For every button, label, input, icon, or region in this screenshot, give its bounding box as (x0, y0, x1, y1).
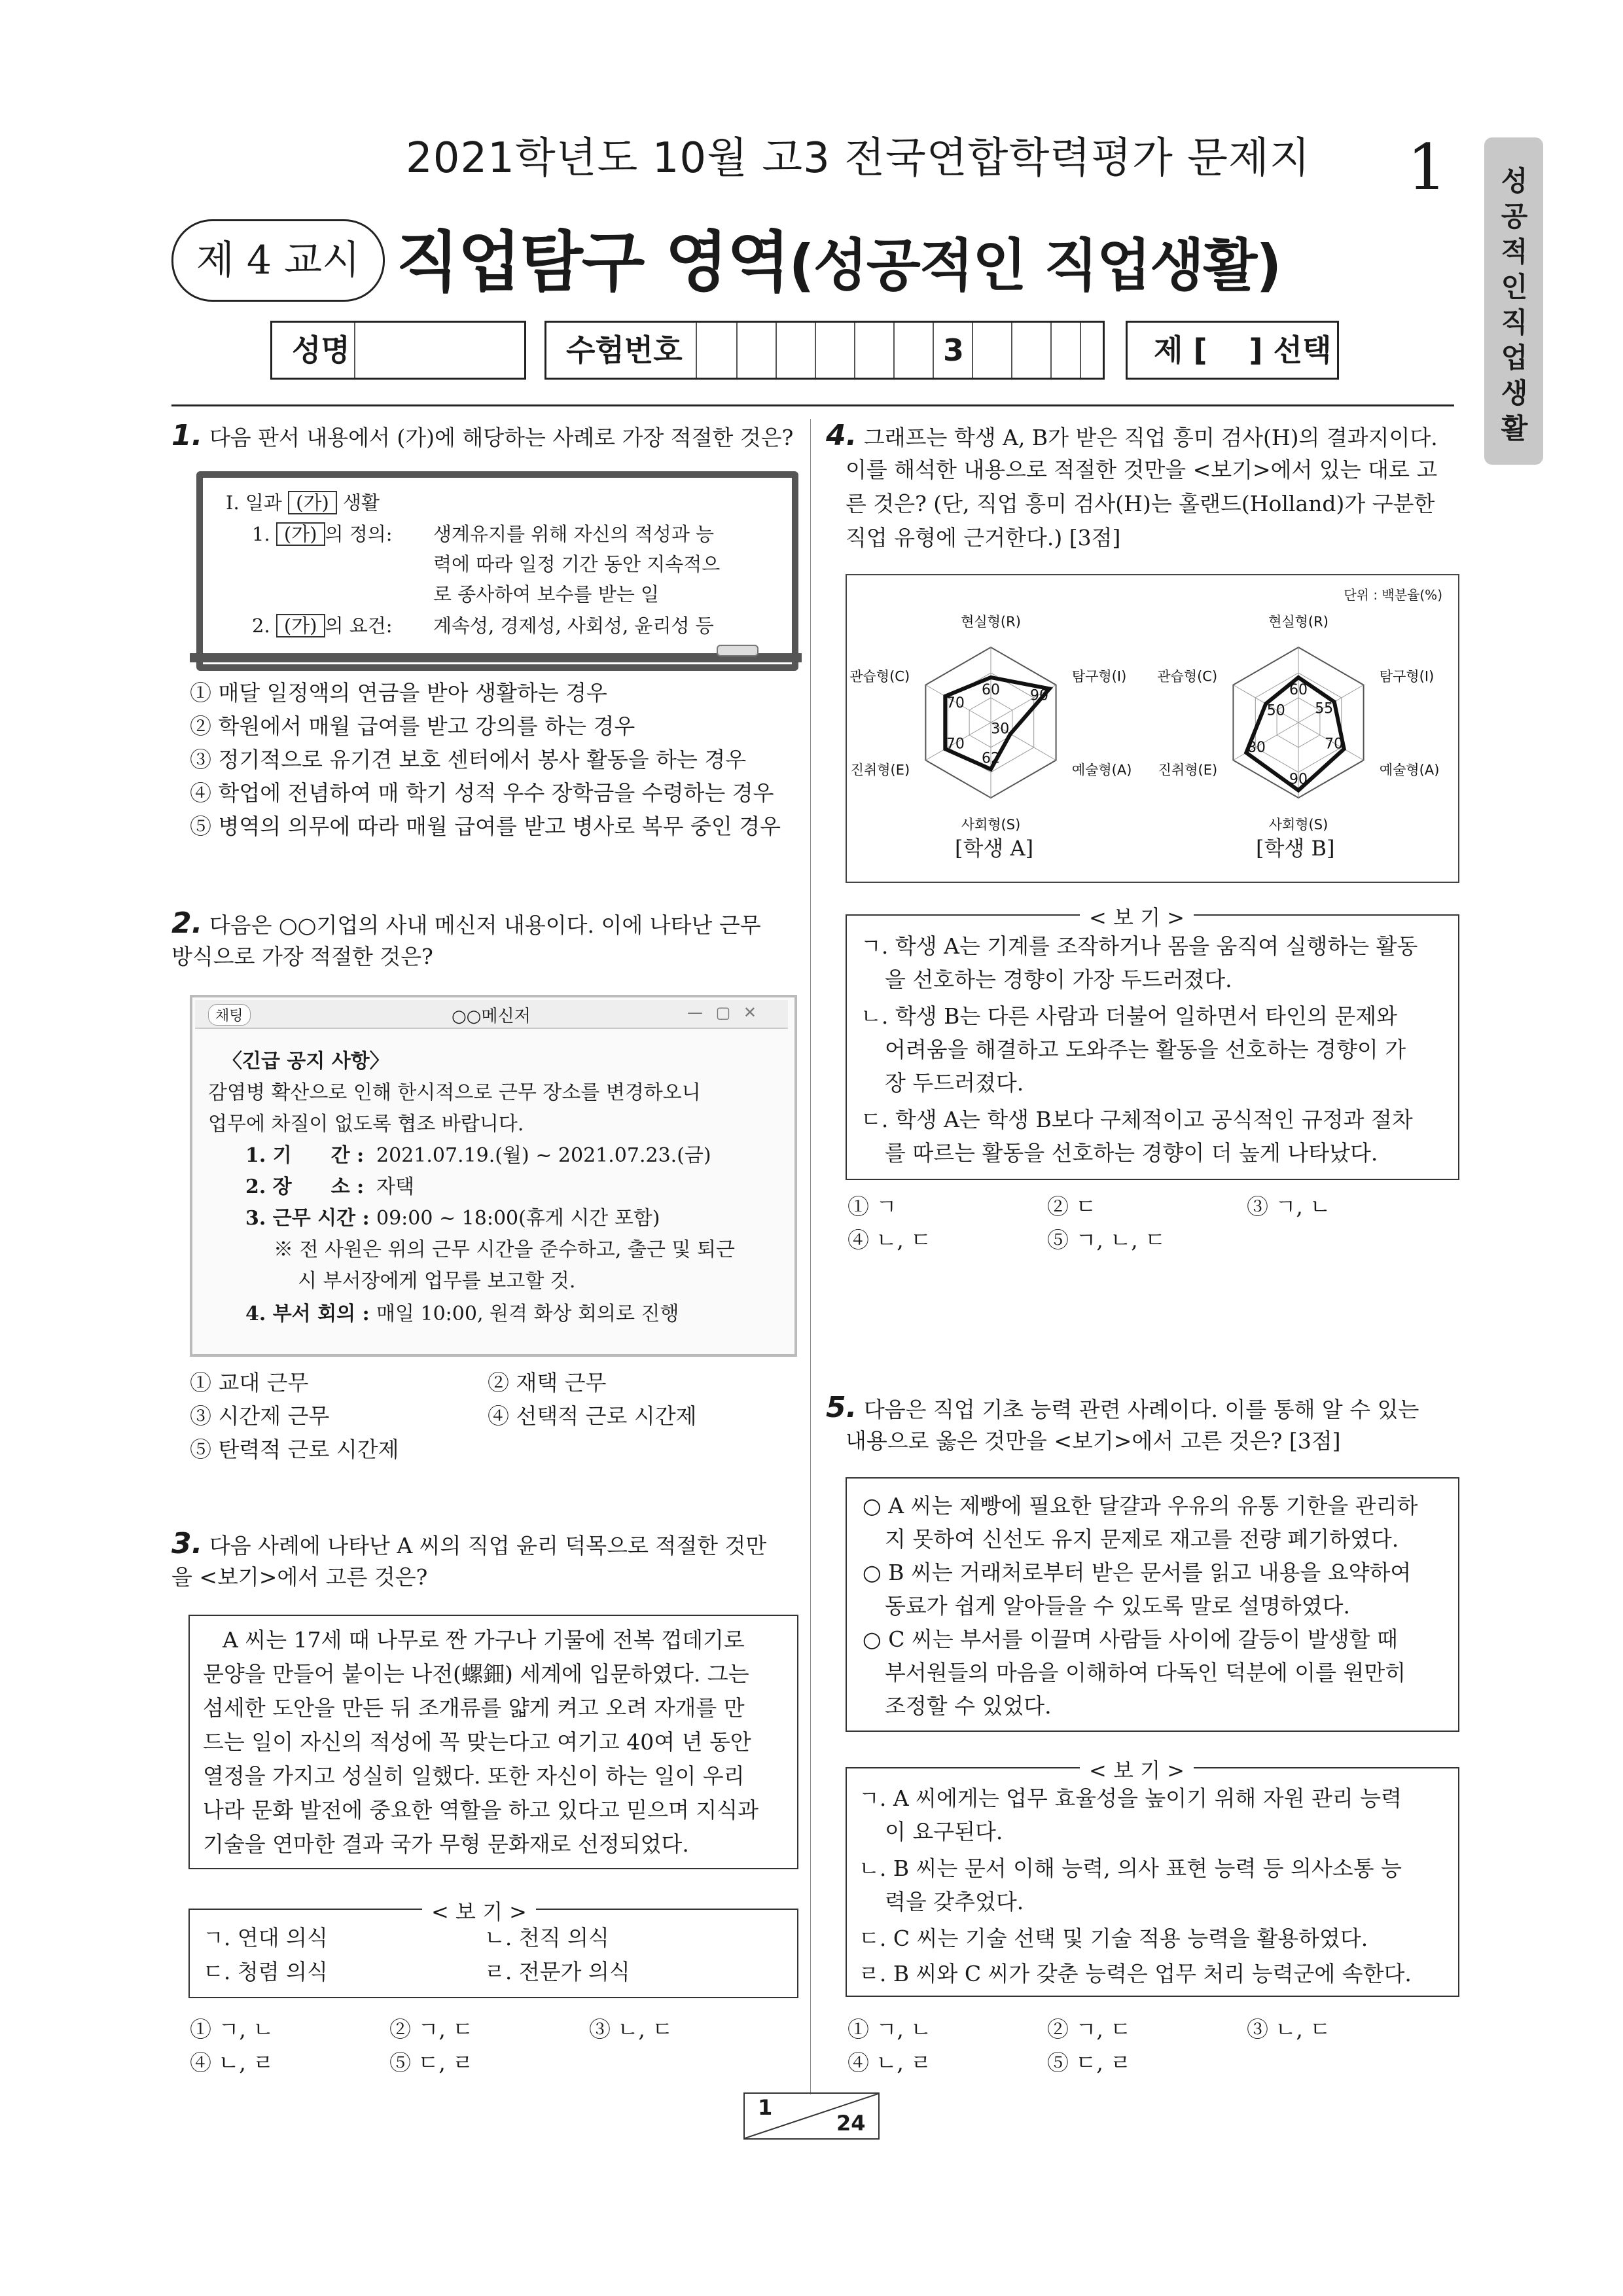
side-tab-label: 성공적인 직업생활 (1501, 165, 1528, 444)
q5-option[interactable]: ② ㄱ, ㄷ (1047, 2017, 1132, 2042)
q1-option[interactable]: ④ 학업에 전념하여 매 학기 성적 우수 장학금을 수령하는 경우 (190, 780, 774, 806)
bogi-item: ㄷ. C 씨는 기술 선택 및 기술 적용 능력을 활용하였다. (859, 1926, 1368, 1951)
q1-option[interactable]: ③ 정기적으로 유기견 보호 센터에서 봉사 활동을 하는 경우 (190, 747, 747, 772)
q2-option[interactable]: ③ 시간제 근무 (190, 1403, 330, 1429)
period-label: 제 4 교시 (171, 219, 385, 302)
question-5-stem-2: 내용으로 옳은 것만을 <보기>에서 고른 것은? [3점] (846, 1428, 1341, 1454)
exam-number-box (544, 321, 1105, 380)
question-2-stem-2: 방식으로 가장 적절한 것은? (171, 944, 433, 969)
radar-category-label: 예술형(A) (1071, 762, 1132, 778)
question-3-stem-2: 을 <보기>에서 고른 것은? (171, 1564, 428, 1590)
messenger-title: ○○메신저 (452, 1007, 531, 1026)
question-4-stem-line: 이를 해석한 내용으로 적절한 것만을 <보기>에서 있는 대로 고 (846, 457, 1438, 482)
radar-value-label: 60 (982, 682, 1000, 698)
question-5-number: 5. (826, 1391, 857, 1424)
radar-chart-box (846, 574, 1459, 883)
radar-charts (847, 575, 1458, 882)
q4-option[interactable]: ⑤ ㄱ, ㄴ, ㄷ (1047, 1227, 1166, 1253)
radar-value-label: 90 (1030, 687, 1049, 704)
q5-option[interactable]: ④ ㄴ, ㄹ (847, 2050, 932, 2075)
unit-label: 단위 : 백분율(%) (1344, 587, 1442, 603)
case-line: 조정할 수 있었다. (885, 1693, 1052, 1719)
bogi-item: ㄹ. 전문가 의식 (484, 1959, 630, 1984)
radar-value-label: 70 (946, 694, 965, 711)
question-4-stem: 4. 그래프는 학생 A, B가 받은 직업 흥미 검사(H)의 결과지이다. (826, 419, 1438, 452)
radar-value-label: 50 (1266, 702, 1285, 719)
header-rule (171, 404, 1454, 406)
notice-item-text: 매일 10:00, 원격 화상 회의로 진행 (376, 1302, 679, 1325)
selection-label: 제 [ ] 선택 (1154, 332, 1332, 368)
q3-option[interactable]: ⑤ ㄷ, ㄹ (389, 2050, 474, 2075)
radar-value-label: 60 (1289, 682, 1308, 698)
case-line: 지 못하여 신선도 유지 문제로 재고를 전량 폐기하였다. (885, 1526, 1399, 1552)
chart-a-title: [학생 A] (955, 836, 1034, 861)
question-4-stem-line: 른 것은? (단, 직업 흥미 검사(H)는 홀랜드(Holland)가 구분한 (846, 491, 1435, 516)
window-controls-icon[interactable]: — ▢ ✕ (687, 1003, 761, 1022)
current-page: 1 (758, 2095, 773, 2120)
bogi-item: ㄷ. 청렴 의식 (203, 1959, 328, 1984)
notice-note: 시 부서장에게 업무를 보고할 것. (298, 1270, 576, 1293)
q1-option[interactable]: ② 학원에서 매월 급여를 받고 강의를 하는 경우 (190, 713, 635, 739)
name-box (270, 321, 526, 380)
q2-option[interactable]: ④ 선택적 근로 시간제 (488, 1403, 697, 1429)
radar-value-label: 70 (946, 736, 965, 753)
bogi-item: 를 따르는 활동을 선호하는 경향이 더 높게 나타났다. (885, 1140, 1378, 1166)
radar-category-label: 현실형(R) (961, 614, 1021, 630)
case-line: 부서원들의 마음을 이해하여 다독인 덕분에 이를 원만히 (885, 1660, 1406, 1685)
case-line: ○ B 씨는 거래처로부터 받은 문서를 읽고 내용을 요약하여 (863, 1560, 1412, 1585)
board-item-2-text: 계속성, 경제성, 사회성, 윤리성 등 (433, 615, 714, 637)
radar-value-label: 80 (1247, 740, 1266, 756)
exam-title: 2021학년도 10월 고3 전국연합학력평가 문제지 (406, 134, 1311, 183)
board-item-1: 1. (가) 의 정의: (252, 523, 393, 545)
notice-item-label: 2. 장 소 : (245, 1175, 365, 1198)
radar-value-label: 90 (1289, 771, 1308, 788)
subject-sub: (성공적인 직업생활) (789, 233, 1281, 298)
notice-item-text: 2021.07.19.(월) ~ 2021.07.23.(금) (376, 1144, 711, 1167)
question-3-number: 3. (171, 1527, 203, 1560)
bogi-title: < 보 기 > (1080, 901, 1194, 931)
bogi-item: ㄹ. B 씨와 C 씨가 갖춘 능력은 업무 처리 능력군에 속한다. (859, 1961, 1412, 1986)
bogi-item: 력을 갖추었다. (885, 1889, 1024, 1914)
bogi-item: ㄷ. 학생 A는 학생 B보다 구체적이고 공식적인 규정과 절차 (861, 1107, 1413, 1132)
bogi-item: 을 선호하는 경향이 가장 두드러졌다. (885, 967, 1232, 992)
board-item-1-text: 로 종사하여 보수를 받는 일 (433, 583, 660, 605)
bogi-item: ㄴ. 천직 의식 (484, 1925, 609, 1950)
q2-option[interactable]: ⑤ 탄력적 근로 시간제 (190, 1437, 399, 1462)
chart-b-title: [학생 B] (1256, 836, 1335, 861)
q4-option[interactable]: ③ ㄱ, ㄴ (1247, 1194, 1331, 1219)
q3-option[interactable]: ② ㄱ, ㄷ (389, 2017, 474, 2042)
bogi-item: ㄴ. B 씨는 문서 이해 능력, 의사 표현 능력 등 의사소통 능 (859, 1856, 1402, 1881)
q1-option[interactable]: ⑤ 병역의 의무에 따라 매월 급여를 받고 병사로 복무 중인 경우 (190, 814, 781, 839)
notice-note: ※ 전 사원은 위의 근무 시간을 준수하고, 출근 및 퇴근 (274, 1238, 735, 1261)
passage-line: 문양을 만들어 붙이는 나전(螺鈿) 세계에 입문하였다. 그는 (203, 1661, 749, 1687)
passage-line: 열정을 가지고 성실히 일했다. 또한 자신이 하는 일이 우리 (203, 1763, 745, 1789)
q1-option[interactable]: ① 매달 일정액의 연금을 받아 생활하는 경우 (190, 680, 607, 706)
notice-body: 업무에 차질이 없도록 협조 바랍니다. (208, 1113, 524, 1136)
passage-line: 나라 문화 발전에 중요한 역할을 하고 있다고 믿으며 지식과 (203, 1797, 758, 1823)
blank-ga: (가) (288, 491, 337, 514)
question-4-stem-line: 직업 유형에 근거한다.) [3점] (846, 525, 1121, 550)
q5-option[interactable]: ⑤ ㄷ, ㄹ (1047, 2050, 1132, 2075)
question-1-number: 1. (171, 419, 203, 452)
radar-value-label: 55 (1315, 700, 1334, 717)
q5-option[interactable]: ① ㄱ, ㄴ (847, 2017, 932, 2042)
exam-number-label: 수험번호 (566, 332, 683, 368)
passage-line: A 씨는 17세 때 나무로 짠 가구나 기물에 전복 껍데기로 (223, 1627, 745, 1653)
radar-category-label: 관습형(C) (849, 668, 910, 685)
radar-category-label: 탐구형(I) (1379, 668, 1435, 685)
radar-value-label: 30 (991, 721, 1010, 738)
blank-ga: (가) (276, 614, 325, 637)
radar-category-label: 관습형(C) (1157, 668, 1218, 685)
question-3-stem: 3. 다음 사례에 나타난 A 씨의 직업 윤리 덕목으로 적절한 것만 (171, 1527, 767, 1560)
radar-category-label: 사회형(S) (961, 817, 1021, 833)
q2-option[interactable]: ① 교대 근무 (190, 1370, 309, 1395)
notice-body: 감염병 확산으로 인해 한시적으로 근무 장소를 변경하오니 (208, 1081, 701, 1104)
exam-number-digit: 3 (942, 332, 964, 368)
question-5-stem: 5. 다음은 직업 기초 능력 관련 사례이다. 이를 통해 알 수 있는 (826, 1391, 1419, 1424)
chalk-icon (717, 645, 758, 656)
radar-value-label: 70 (1325, 736, 1344, 753)
page-number: 1 (1407, 131, 1448, 204)
bogi-title: < 보 기 > (422, 1895, 536, 1926)
q4-option[interactable]: ① ㄱ (847, 1194, 897, 1219)
subject-title (396, 209, 1281, 304)
bogi-item: ㄴ. 학생 B는 다른 사람과 더불어 일하면서 타인의 문제와 (861, 1003, 1397, 1029)
case-line: ○ A 씨는 제빵에 필요한 달걀과 우유의 유통 기한을 관리하 (863, 1493, 1418, 1518)
q3-option[interactable]: ④ ㄴ, ㄹ (190, 2050, 274, 2075)
q4-option[interactable]: ② ㄷ (1047, 1194, 1097, 1219)
notice-item-label: 4. 부서 회의 : (245, 1302, 370, 1325)
radar-category-label: 사회형(S) (1268, 817, 1329, 833)
passage-line: 기술을 연마한 결과 국가 무형 문화재로 선정되었다. (203, 1831, 689, 1857)
bogi-item: ㄱ. 학생 A는 기계를 조작하거나 몸을 움직여 실행하는 활동 (861, 933, 1418, 959)
selection-box (1126, 321, 1339, 380)
radar-category-label: 현실형(R) (1268, 614, 1329, 630)
bogi-item: 어려움을 해결하고 도와주는 활동을 선호하는 경향이 가 (885, 1037, 1406, 1062)
board-item-1-text: 력에 따라 일정 기간 동안 지속적으 (433, 553, 721, 575)
question-2-number: 2. (171, 906, 203, 940)
q4-option[interactable]: ④ ㄴ, ㄷ (847, 1227, 932, 1253)
notice-item-label: 1. 기 간 : (245, 1144, 365, 1167)
q3-option[interactable]: ③ ㄴ, ㄷ (589, 2017, 673, 2042)
total-pages: 24 (836, 2111, 866, 2136)
radar-value-label: 62 (982, 750, 1000, 767)
bogi-item: 이 요구된다. (885, 1819, 1003, 1844)
passage-line: 섬세한 도안을 만든 뒤 조개류를 얇게 켜고 오려 자개를 만 (203, 1695, 745, 1721)
question-2-stem: 2. 다음은 ○○기업의 사내 메신저 내용이다. 이에 나타난 근무 (171, 906, 761, 940)
radar-category-label: 진취형(E) (850, 762, 910, 778)
bogi-item: ㄱ. 연대 의식 (203, 1925, 328, 1950)
notice-item-text: 자택 (376, 1175, 414, 1198)
radar-category-label: 진취형(E) (1158, 762, 1218, 778)
question-1-stem: 1. 다음 판서 내용에서 (가)에 해당하는 사례로 가장 적절한 것은? (171, 419, 794, 452)
subject-main: 직업탐구 영역 (396, 224, 789, 300)
name-label: 성명 (292, 332, 350, 368)
chat-tab[interactable]: 채팅 (208, 1004, 251, 1026)
chalkboard-tray (190, 653, 802, 662)
notice-item-label: 3. 근무 시간 : (245, 1207, 370, 1230)
q2-option[interactable]: ② 재택 근무 (488, 1370, 607, 1395)
notice-item-text: 09:00 ~ 18:00(휴게 시간 포함) (376, 1207, 660, 1230)
q5-option[interactable]: ③ ㄴ, ㄷ (1247, 2017, 1331, 2042)
bogi-title: < 보 기 > (1080, 1754, 1194, 1784)
board-item-2: 2. (가) 의 요건: (252, 615, 393, 637)
q3-option[interactable]: ① ㄱ, ㄴ (190, 2017, 274, 2042)
case-line: 동료가 쉽게 알아들을 수 있도록 말로 설명하였다. (885, 1593, 1350, 1619)
board-line-1: I. 일과 (가) 생활 (226, 492, 380, 514)
board-item-1-text: 생계유지를 위해 자신의 적성과 능 (433, 523, 715, 545)
notice-title: 〈긴급 공지 사항〉 (223, 1050, 389, 1073)
radar-category-label: 탐구형(I) (1071, 668, 1127, 685)
page-indicator (743, 2092, 880, 2140)
radar-category-label: 예술형(A) (1379, 762, 1440, 778)
question-4-number: 4. (826, 419, 857, 452)
bogi-item: ㄱ. A 씨에게는 업무 효율성을 높이기 위해 자원 관리 능력 (859, 1785, 1402, 1811)
passage-line: 드는 일이 자신의 적성에 꼭 맞는다고 여기고 40여 년 동안 (203, 1729, 751, 1755)
column-divider (810, 419, 811, 2094)
case-line: ○ C 씨는 부서를 이끌며 사람들 사이에 갈등이 발생할 때 (863, 1626, 1398, 1652)
blank-ga: (가) (276, 522, 325, 546)
bogi-item: 장 두드러졌다. (885, 1070, 1024, 1096)
